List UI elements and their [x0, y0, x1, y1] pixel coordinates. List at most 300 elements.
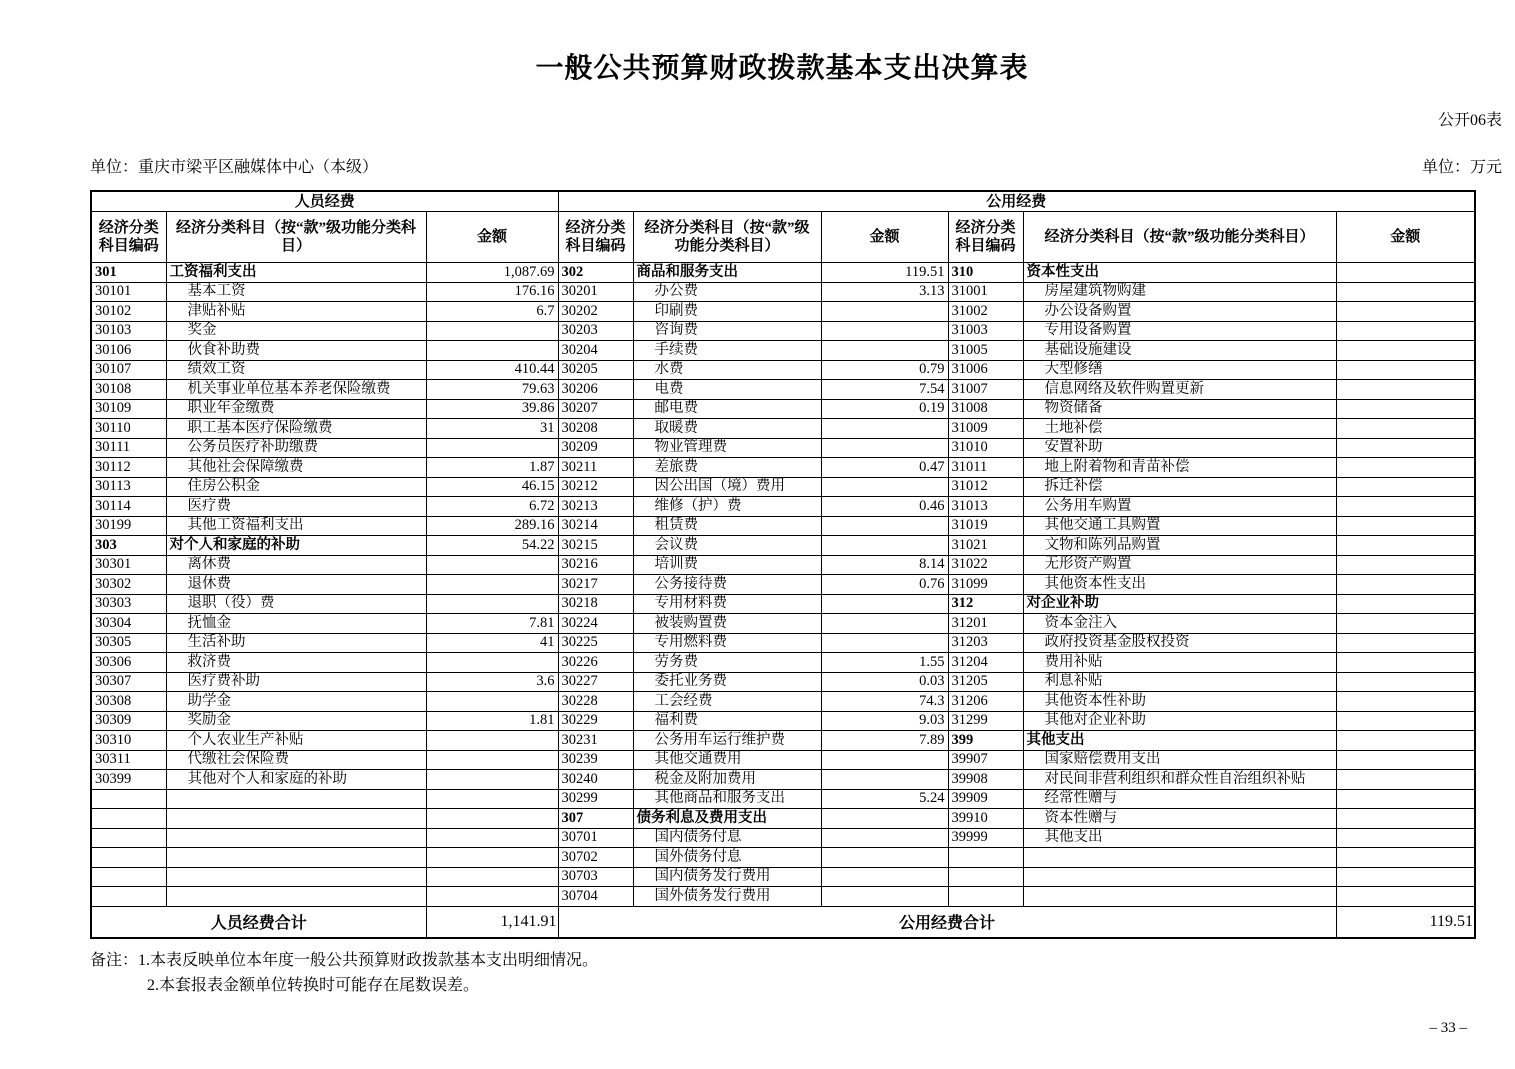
cell-subject: 水费 — [633, 360, 821, 380]
cell-amount: 7.89 — [821, 731, 948, 751]
table-row — [91, 438, 1475, 458]
cell-code: 303 — [91, 536, 166, 556]
cell-subject: 维修（护）费 — [633, 497, 821, 517]
cell-code — [91, 887, 166, 907]
cell-subject: 邮电费 — [633, 399, 821, 419]
cell-code: 30102 — [91, 302, 166, 322]
table-row — [91, 809, 1475, 829]
cell-amount: 410.44 — [426, 360, 558, 380]
table-row — [91, 555, 1475, 575]
cell-code: 30225 — [558, 633, 633, 653]
cell-code — [91, 789, 166, 809]
cell-amount — [426, 594, 558, 614]
cell-code: 30303 — [91, 594, 166, 614]
table-row — [91, 731, 1475, 751]
cell-amount: 0.79 — [821, 360, 948, 380]
cell-subject: 其他交通费用 — [633, 750, 821, 770]
cell-subject: 印刷费 — [633, 302, 821, 322]
cell-amount — [426, 789, 558, 809]
cell-code: 30209 — [558, 438, 633, 458]
cell-subject: 退休费 — [166, 575, 426, 595]
cell-subject: 地上附着物和青苗补偿 — [1023, 458, 1336, 478]
cell-amount — [1336, 555, 1475, 575]
group-header-personnel: 人员经费 — [91, 191, 558, 212]
cell-subject: 其他对企业补助 — [1023, 711, 1336, 731]
cell-subject: 国外债务发行费用 — [633, 887, 821, 907]
cell-code: 30306 — [91, 653, 166, 673]
table-row — [91, 653, 1475, 673]
cell-code: 31022 — [948, 555, 1023, 575]
table-row — [91, 419, 1475, 439]
cell-subject: 对个人和家庭的补助 — [166, 536, 426, 556]
form-code: 公开06表 — [1437, 112, 1502, 130]
cell-subject: 助学金 — [166, 692, 426, 712]
cell-code: 31204 — [948, 653, 1023, 673]
cell-subject: 大型修缮 — [1023, 360, 1336, 380]
cell-amount: 6.72 — [426, 497, 558, 517]
page-title: 一般公共预算财政拨款基本支出决算表 — [535, 53, 1029, 84]
cell-amount — [426, 828, 558, 848]
cell-amount — [1336, 516, 1475, 536]
cell-code: 30218 — [558, 594, 633, 614]
table-row — [91, 594, 1475, 614]
cell-amount — [426, 731, 558, 751]
cell-amount — [426, 692, 558, 712]
cell-code: 30109 — [91, 399, 166, 419]
cell-subject: 专用燃料费 — [633, 633, 821, 653]
unit-currency: 单位：万元 — [1421, 159, 1502, 177]
cell-code: 30231 — [558, 731, 633, 751]
cell-code: 30224 — [558, 614, 633, 634]
table-row — [91, 341, 1475, 361]
cell-code: 31201 — [948, 614, 1023, 634]
table-row — [91, 614, 1475, 634]
cell-code: 31003 — [948, 321, 1023, 341]
cell-amount — [1336, 536, 1475, 556]
cell-code: 39999 — [948, 828, 1023, 848]
cell-subject: 离休费 — [166, 555, 426, 575]
cell-amount — [1336, 809, 1475, 829]
col-header-amount-2: 金额 — [821, 212, 948, 263]
cell-amount — [1336, 399, 1475, 419]
cell-amount — [1336, 594, 1475, 614]
cell-code: 31001 — [948, 282, 1023, 302]
cell-amount — [821, 867, 948, 887]
table-row — [91, 536, 1475, 556]
cell-subject: 基础设施建设 — [1023, 341, 1336, 361]
cell-subject: 信息网络及软件购置更新 — [1023, 380, 1336, 400]
cell-code: 31008 — [948, 399, 1023, 419]
cell-subject: 其他工资福利支出 — [166, 516, 426, 536]
cell-amount: 41 — [426, 633, 558, 653]
cell-subject: 工会经费 — [633, 692, 821, 712]
cell-subject: 津贴补贴 — [166, 302, 426, 322]
cell-amount: 6.7 — [426, 302, 558, 322]
cell-code: 30202 — [558, 302, 633, 322]
cell-subject: 公务接待费 — [633, 575, 821, 595]
cell-subject: 被装购置费 — [633, 614, 821, 634]
cell-amount — [426, 653, 558, 673]
cell-subject — [166, 867, 426, 887]
cell-subject: 基本工资 — [166, 282, 426, 302]
cell-subject: 救济费 — [166, 653, 426, 673]
cell-code: 30228 — [558, 692, 633, 712]
cell-code: 30299 — [558, 789, 633, 809]
cell-amount — [1336, 848, 1475, 868]
cell-amount: 54.22 — [426, 536, 558, 556]
cell-amount: 5.24 — [821, 789, 948, 809]
cell-amount — [821, 594, 948, 614]
cell-amount — [1336, 692, 1475, 712]
cell-amount — [821, 302, 948, 322]
cell-amount: 9.03 — [821, 711, 948, 731]
public-total-value: 119.51 — [1336, 906, 1475, 938]
table-row — [91, 321, 1475, 341]
cell-code: 31011 — [948, 458, 1023, 478]
cell-code: 30704 — [558, 887, 633, 907]
cell-amount: 74.3 — [821, 692, 948, 712]
cell-amount — [1336, 341, 1475, 361]
cell-code — [91, 828, 166, 848]
cell-amount — [426, 555, 558, 575]
cell-subject: 福利费 — [633, 711, 821, 731]
cell-subject: 生活补助 — [166, 633, 426, 653]
table-row — [91, 848, 1475, 868]
cell-subject: 因公出国（境）费用 — [633, 477, 821, 497]
cell-subject: 房屋建筑物购建 — [1023, 282, 1336, 302]
cell-subject: 其他支出 — [1023, 828, 1336, 848]
cell-code: 30302 — [91, 575, 166, 595]
cell-code: 30208 — [558, 419, 633, 439]
report-sheet — [90, 0, 1502, 999]
table-row — [91, 828, 1475, 848]
group-header-row — [91, 191, 1475, 212]
cell-subject: 差旅费 — [633, 458, 821, 478]
cell-code — [948, 848, 1023, 868]
cell-amount — [1336, 282, 1475, 302]
cell-amount — [1336, 887, 1475, 907]
cell-code: 312 — [948, 594, 1023, 614]
table-row — [91, 672, 1475, 692]
cell-amount — [1336, 497, 1475, 517]
table-body — [91, 263, 1475, 907]
cell-amount: 1,087.69 — [426, 263, 558, 283]
cell-code: 30112 — [91, 458, 166, 478]
table-row — [91, 750, 1475, 770]
cell-code: 31205 — [948, 672, 1023, 692]
table-row — [91, 360, 1475, 380]
cell-subject — [166, 887, 426, 907]
table-row — [91, 399, 1475, 419]
cell-amount: 31 — [426, 419, 558, 439]
cell-code: 39908 — [948, 770, 1023, 790]
cell-subject: 手续费 — [633, 341, 821, 361]
cell-amount: 7.81 — [426, 614, 558, 634]
cell-subject: 专用设备购置 — [1023, 321, 1336, 341]
cell-code: 31009 — [948, 419, 1023, 439]
cell-code: 30301 — [91, 555, 166, 575]
cell-amount — [1336, 750, 1475, 770]
cell-code: 31010 — [948, 438, 1023, 458]
cell-code: 30114 — [91, 497, 166, 517]
totals-row — [91, 906, 1475, 938]
table-row — [91, 497, 1475, 517]
cell-amount — [426, 341, 558, 361]
cell-code: 31005 — [948, 341, 1023, 361]
cell-amount — [821, 809, 948, 829]
cell-code: 30211 — [558, 458, 633, 478]
table-row — [91, 575, 1475, 595]
cell-code: 30239 — [558, 750, 633, 770]
notes — [90, 948, 1474, 999]
cell-code: 31206 — [948, 692, 1023, 712]
cell-amount — [1336, 263, 1475, 283]
cell-amount — [1336, 770, 1475, 790]
cell-amount — [1336, 438, 1475, 458]
cell-subject: 医疗费 — [166, 497, 426, 517]
cell-amount: 1.87 — [426, 458, 558, 478]
cell-subject: 拆迁补偿 — [1023, 477, 1336, 497]
cell-subject: 其他交通工具购置 — [1023, 516, 1336, 536]
table-row — [91, 633, 1475, 653]
cell-code: 31203 — [948, 633, 1023, 653]
cell-subject: 医疗费补助 — [166, 672, 426, 692]
table-row — [91, 516, 1475, 536]
col-header-code-2: 经济分类科目编码 — [558, 212, 633, 263]
cell-subject: 奖金 — [166, 321, 426, 341]
cell-amount — [821, 633, 948, 653]
cell-subject: 工资福利支出 — [166, 263, 426, 283]
cell-code: 31013 — [948, 497, 1023, 517]
cell-code: 30701 — [558, 828, 633, 848]
col-header-subject-1: 经济分类科目（按“款”级功能分类科目） — [166, 212, 426, 263]
cell-subject: 国家赔偿费用支出 — [1023, 750, 1336, 770]
cell-code: 30203 — [558, 321, 633, 341]
cell-code: 31007 — [948, 380, 1023, 400]
cell-amount: 0.76 — [821, 575, 948, 595]
note-line-1: 备注：1.本表反映单位本年度一般公共预算财政拨款基本支出明细情况。 — [90, 951, 599, 969]
cell-amount — [426, 887, 558, 907]
cell-code: 30212 — [558, 477, 633, 497]
cell-amount — [821, 516, 948, 536]
cell-amount: 8.14 — [821, 555, 948, 575]
table-row — [91, 887, 1475, 907]
cell-amount — [1336, 302, 1475, 322]
public-total-label: 公用经费合计 — [558, 906, 1336, 938]
cell-subject: 职工基本医疗保险缴费 — [166, 419, 426, 439]
cell-code: 30227 — [558, 672, 633, 692]
cell-code: 30106 — [91, 341, 166, 361]
cell-amount — [821, 438, 948, 458]
cell-amount: 0.47 — [821, 458, 948, 478]
cell-amount — [1336, 575, 1475, 595]
cell-subject: 住房公积金 — [166, 477, 426, 497]
cell-subject: 电费 — [633, 380, 821, 400]
cell-amount — [1336, 477, 1475, 497]
cell-subject — [166, 848, 426, 868]
table-row — [91, 477, 1475, 497]
cell-subject — [1023, 887, 1336, 907]
cell-code: 30703 — [558, 867, 633, 887]
cell-code: 31002 — [948, 302, 1023, 322]
cell-code: 302 — [558, 263, 633, 283]
cell-code: 39910 — [948, 809, 1023, 829]
cell-amount — [1336, 614, 1475, 634]
cell-amount — [821, 770, 948, 790]
cell-code: 30103 — [91, 321, 166, 341]
cell-code: 30205 — [558, 360, 633, 380]
cell-code: 30399 — [91, 770, 166, 790]
unit-name: 单位：重庆市梁平区融媒体中心（本级） — [90, 159, 379, 177]
cell-code: 30308 — [91, 692, 166, 712]
cell-code: 30206 — [558, 380, 633, 400]
personnel-total-label: 人员经费合计 — [91, 906, 426, 938]
cell-amount: 0.19 — [821, 399, 948, 419]
cell-code: 30199 — [91, 516, 166, 536]
cell-code: 30304 — [91, 614, 166, 634]
cell-amount — [821, 614, 948, 634]
cell-subject: 绩效工资 — [166, 360, 426, 380]
cell-subject: 个人农业生产补贴 — [166, 731, 426, 751]
cell-code: 30207 — [558, 399, 633, 419]
cell-amount — [821, 887, 948, 907]
cell-amount: 3.6 — [426, 672, 558, 692]
cell-code — [948, 867, 1023, 887]
personnel-total-value: 1,141.91 — [426, 906, 558, 938]
cell-amount — [426, 750, 558, 770]
cell-subject: 利息补贴 — [1023, 672, 1336, 692]
col-header-code-1: 经济分类科目编码 — [91, 212, 166, 263]
cell-subject: 退职（役）费 — [166, 594, 426, 614]
cell-code: 39907 — [948, 750, 1023, 770]
cell-subject: 公务员医疗补助缴费 — [166, 438, 426, 458]
cell-code: 30201 — [558, 282, 633, 302]
cell-code: 31012 — [948, 477, 1023, 497]
cell-subject: 债务利息及费用支出 — [633, 809, 821, 829]
table-row — [91, 692, 1475, 712]
table-row — [91, 711, 1475, 731]
cell-code: 30702 — [558, 848, 633, 868]
group-header-public: 公用经费 — [558, 191, 1475, 212]
cell-subject: 专用材料费 — [633, 594, 821, 614]
table-row — [91, 302, 1475, 322]
cell-subject: 费用补贴 — [1023, 653, 1336, 673]
cell-subject: 职业年金缴费 — [166, 399, 426, 419]
cell-amount: 1.81 — [426, 711, 558, 731]
cell-subject: 伙食补助费 — [166, 341, 426, 361]
cell-amount: 0.03 — [821, 672, 948, 692]
cell-code: 399 — [948, 731, 1023, 751]
cell-code: 31019 — [948, 516, 1023, 536]
cell-subject: 无形资产购置 — [1023, 555, 1336, 575]
cell-amount — [1336, 633, 1475, 653]
cell-code — [91, 867, 166, 887]
cell-subject: 经常性赠与 — [1023, 789, 1336, 809]
cell-subject — [1023, 867, 1336, 887]
cell-subject: 奖励金 — [166, 711, 426, 731]
cell-amount — [1336, 321, 1475, 341]
cell-code: 30307 — [91, 672, 166, 692]
cell-amount — [1336, 867, 1475, 887]
cell-amount — [821, 828, 948, 848]
cell-amount — [821, 848, 948, 868]
table-row — [91, 380, 1475, 400]
col-header-code-3: 经济分类科目编码 — [948, 212, 1023, 263]
cell-subject: 租赁费 — [633, 516, 821, 536]
cell-subject: 会议费 — [633, 536, 821, 556]
cell-amount: 39.86 — [426, 399, 558, 419]
column-header-row — [91, 212, 1475, 263]
cell-amount — [1336, 789, 1475, 809]
table-row — [91, 867, 1475, 887]
cell-code: 30240 — [558, 770, 633, 790]
cell-subject: 机关事业单位基本养老保险缴费 — [166, 380, 426, 400]
cell-subject: 文物和陈列品购置 — [1023, 536, 1336, 556]
col-header-subject-3: 经济分类科目（按“款”级功能分类科目） — [1023, 212, 1336, 263]
cell-code: 30309 — [91, 711, 166, 731]
cell-amount — [1336, 458, 1475, 478]
cell-subject: 取暖费 — [633, 419, 821, 439]
cell-subject: 其他商品和服务支出 — [633, 789, 821, 809]
unit-row — [90, 154, 1502, 177]
cell-subject: 税金及附加费用 — [633, 770, 821, 790]
cell-amount — [1336, 360, 1475, 380]
cell-code: 31099 — [948, 575, 1023, 595]
cell-subject: 国内债务付息 — [633, 828, 821, 848]
cell-amount — [821, 536, 948, 556]
cell-subject: 政府投资基金股权投资 — [1023, 633, 1336, 653]
cell-code — [948, 887, 1023, 907]
cell-amount — [821, 419, 948, 439]
cell-code: 30101 — [91, 282, 166, 302]
cell-code — [91, 809, 166, 829]
cell-amount — [1336, 653, 1475, 673]
cell-code: 30229 — [558, 711, 633, 731]
cell-amount — [426, 867, 558, 887]
cell-amount — [1336, 419, 1475, 439]
cell-code: 39909 — [948, 789, 1023, 809]
cell-amount — [426, 770, 558, 790]
cell-code: 30305 — [91, 633, 166, 653]
note-line-2: 2.本套报表金额单位转换时可能存在尾数误差。 — [147, 977, 480, 995]
cell-subject — [166, 828, 426, 848]
cell-amount — [1336, 672, 1475, 692]
cell-amount — [821, 321, 948, 341]
cell-amount — [426, 848, 558, 868]
cell-subject: 劳务费 — [633, 653, 821, 673]
col-header-amount-3: 金额 — [1336, 212, 1475, 263]
cell-amount — [1336, 731, 1475, 751]
cell-code: 31299 — [948, 711, 1023, 731]
cell-subject: 办公设备购置 — [1023, 302, 1336, 322]
cell-code: 301 — [91, 263, 166, 283]
cell-code: 30111 — [91, 438, 166, 458]
cell-code: 30110 — [91, 419, 166, 439]
cell-code: 30226 — [558, 653, 633, 673]
cell-amount — [1336, 828, 1475, 848]
cell-subject: 抚恤金 — [166, 614, 426, 634]
cell-amount: 289.16 — [426, 516, 558, 536]
cell-code: 30204 — [558, 341, 633, 361]
cell-subject: 安置补助 — [1023, 438, 1336, 458]
table-row — [91, 458, 1475, 478]
cell-subject — [1023, 848, 1336, 868]
cell-code: 30215 — [558, 536, 633, 556]
cell-subject: 资本金注入 — [1023, 614, 1336, 634]
cell-code: 30217 — [558, 575, 633, 595]
cell-code: 31006 — [948, 360, 1023, 380]
cell-subject — [166, 809, 426, 829]
